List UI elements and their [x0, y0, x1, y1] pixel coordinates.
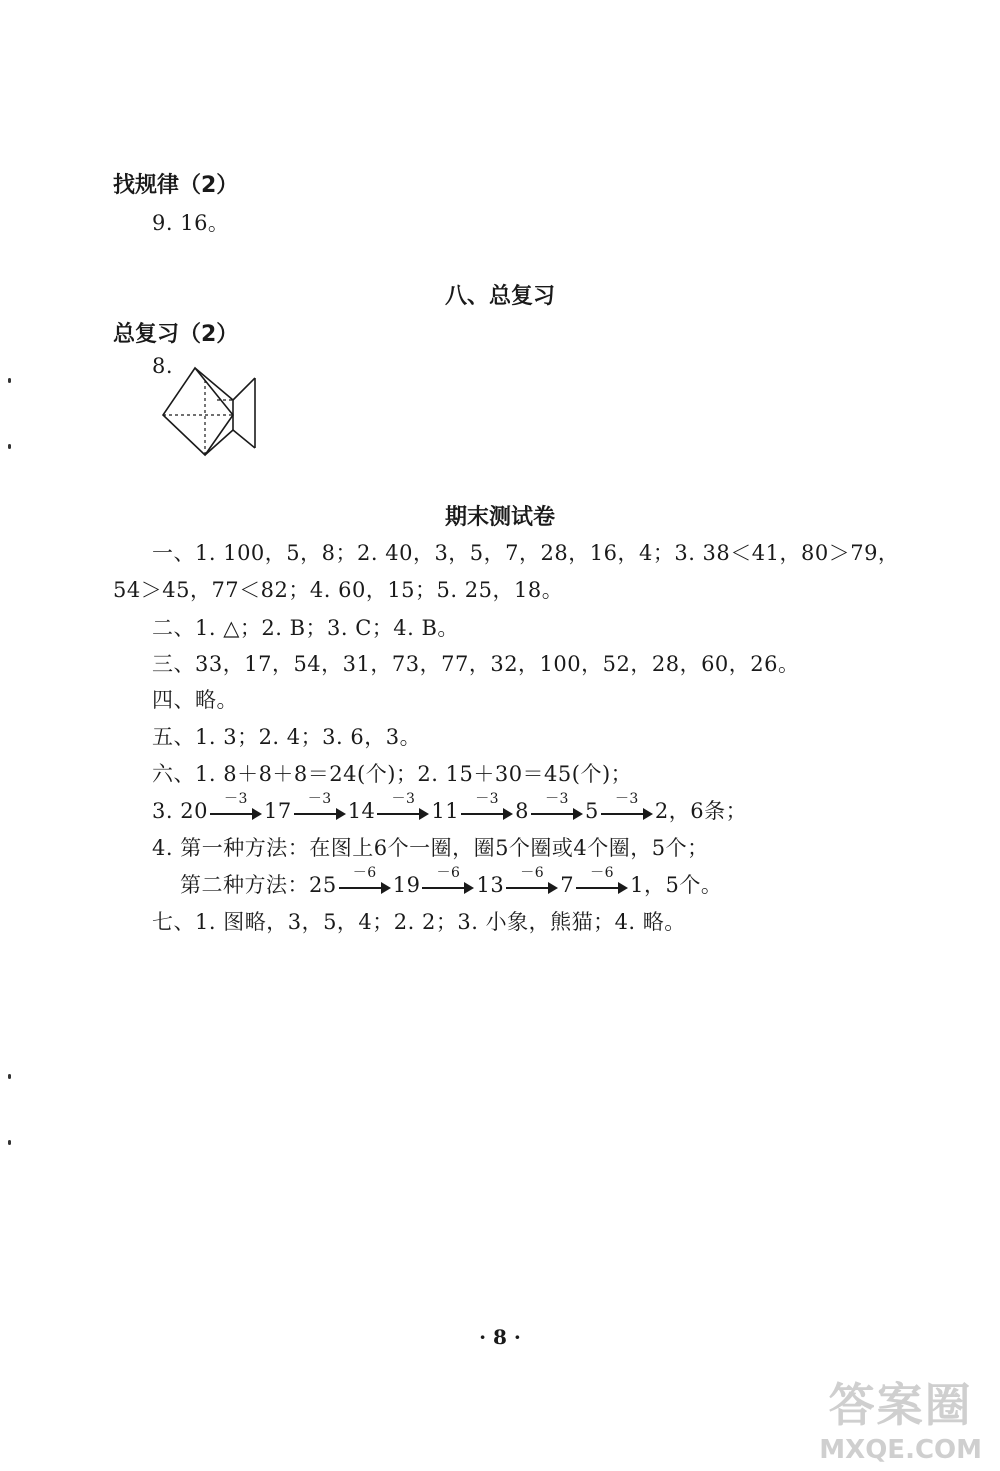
sequence-number: 2: [654, 799, 669, 823]
arrow-icon: [601, 790, 653, 822]
arrow-label: －3: [475, 790, 500, 807]
sequence-number: 20: [180, 799, 208, 823]
fish-figure: [155, 360, 265, 460]
margin-mark: [8, 1140, 11, 1145]
arrow-label: －3: [307, 790, 332, 807]
arrow-icon: [377, 790, 429, 822]
sequence-number: 25: [309, 873, 337, 897]
exam-answer-line: 二、1. △；2. B；3. C；4. B。: [152, 616, 459, 640]
margin-mark: [8, 444, 11, 449]
chapter-title: 八、总复习: [444, 284, 555, 309]
arrow-icon: [294, 790, 346, 822]
margin-mark: [8, 378, 11, 383]
arrow-label: －3: [223, 790, 248, 807]
exam-answer-line: 七、1. 图略，3，5，4；2. 2；3. 小象，熊猫；4. 略。: [152, 910, 686, 934]
arrow-label: －3: [391, 790, 416, 807]
arrow-icon: [576, 864, 628, 896]
watermark-logo: [819, 1369, 982, 1465]
section-heading-find-pattern: 找规律（2）: [113, 173, 239, 198]
exam-answer-line: 六、1. 8＋8＋8＝24(个)；2. 15＋30＝45(个)；: [152, 762, 633, 786]
arrow-sequence-line: [180, 864, 723, 899]
section-heading-review: 总复习（2）: [113, 322, 239, 347]
sequence-number: 1: [630, 873, 644, 897]
seq-suffix: ，6条；: [668, 799, 748, 823]
page-number: · 8 ·: [479, 1325, 521, 1349]
watermark-url: MXQE.COM: [819, 1435, 982, 1465]
arrow-sequence: [180, 790, 669, 823]
sequence-number: 7: [560, 873, 575, 897]
fish-outline: [163, 368, 255, 455]
exam-answer-line: 一、1. 100，5，8；2. 40，3，5，7，28，16，4；3. 38＜41，80＞79，: [152, 541, 900, 565]
seq-suffix: ，5个。: [643, 873, 723, 897]
exam-answer-line: 五、1. 3；2. 4；3. 6，3。: [152, 725, 422, 749]
arrow-icon: [531, 790, 583, 822]
exam-answer-line: 54＞45，77＜82；4. 60，15；5. 25，18。: [113, 578, 564, 602]
arrow-label: －6: [590, 864, 615, 881]
sequence-number: 8: [515, 799, 530, 823]
sequence-number: 13: [476, 873, 505, 897]
sequence-number: 11: [431, 799, 460, 823]
watermark-text: 答案圈: [828, 1378, 973, 1432]
arrow-label: －6: [520, 864, 545, 881]
arrow-label: －6: [436, 864, 461, 881]
seq-prefix: 第二种方法：: [180, 873, 309, 897]
arrow-icon: [210, 790, 262, 822]
arrow-icon: [422, 864, 474, 896]
seq-prefix: 3.: [152, 799, 181, 823]
sequence-number: 14: [347, 799, 376, 823]
exam-answer-line: 三、33，17，54，31，73，77，32，100，52，28，60，26。: [152, 652, 800, 676]
exam-title: 期末测试卷: [444, 505, 555, 530]
exam-answer-line: 4. 第一种方法：在图上6个一圈，圈5个圈或4个圈，5个；: [152, 836, 709, 860]
arrow-sequence: [309, 864, 644, 897]
sequence-number: 17: [263, 799, 292, 823]
arrow-icon: [506, 864, 558, 896]
arrow-label: －3: [545, 790, 569, 807]
arrow-icon: [339, 864, 391, 896]
exam-answer-line: 四、略。: [152, 688, 238, 712]
arrow-label: －6: [352, 864, 377, 881]
arrow-label: －3: [614, 790, 639, 807]
sequence-number: 5: [585, 799, 599, 823]
margin-mark: [8, 1074, 11, 1079]
arrow-sequence-line: [152, 790, 748, 825]
answer-line: 9. 16。: [152, 211, 230, 235]
sequence-number: 19: [392, 873, 421, 897]
arrow-icon: [461, 790, 513, 822]
item-label: 8.: [152, 354, 174, 378]
